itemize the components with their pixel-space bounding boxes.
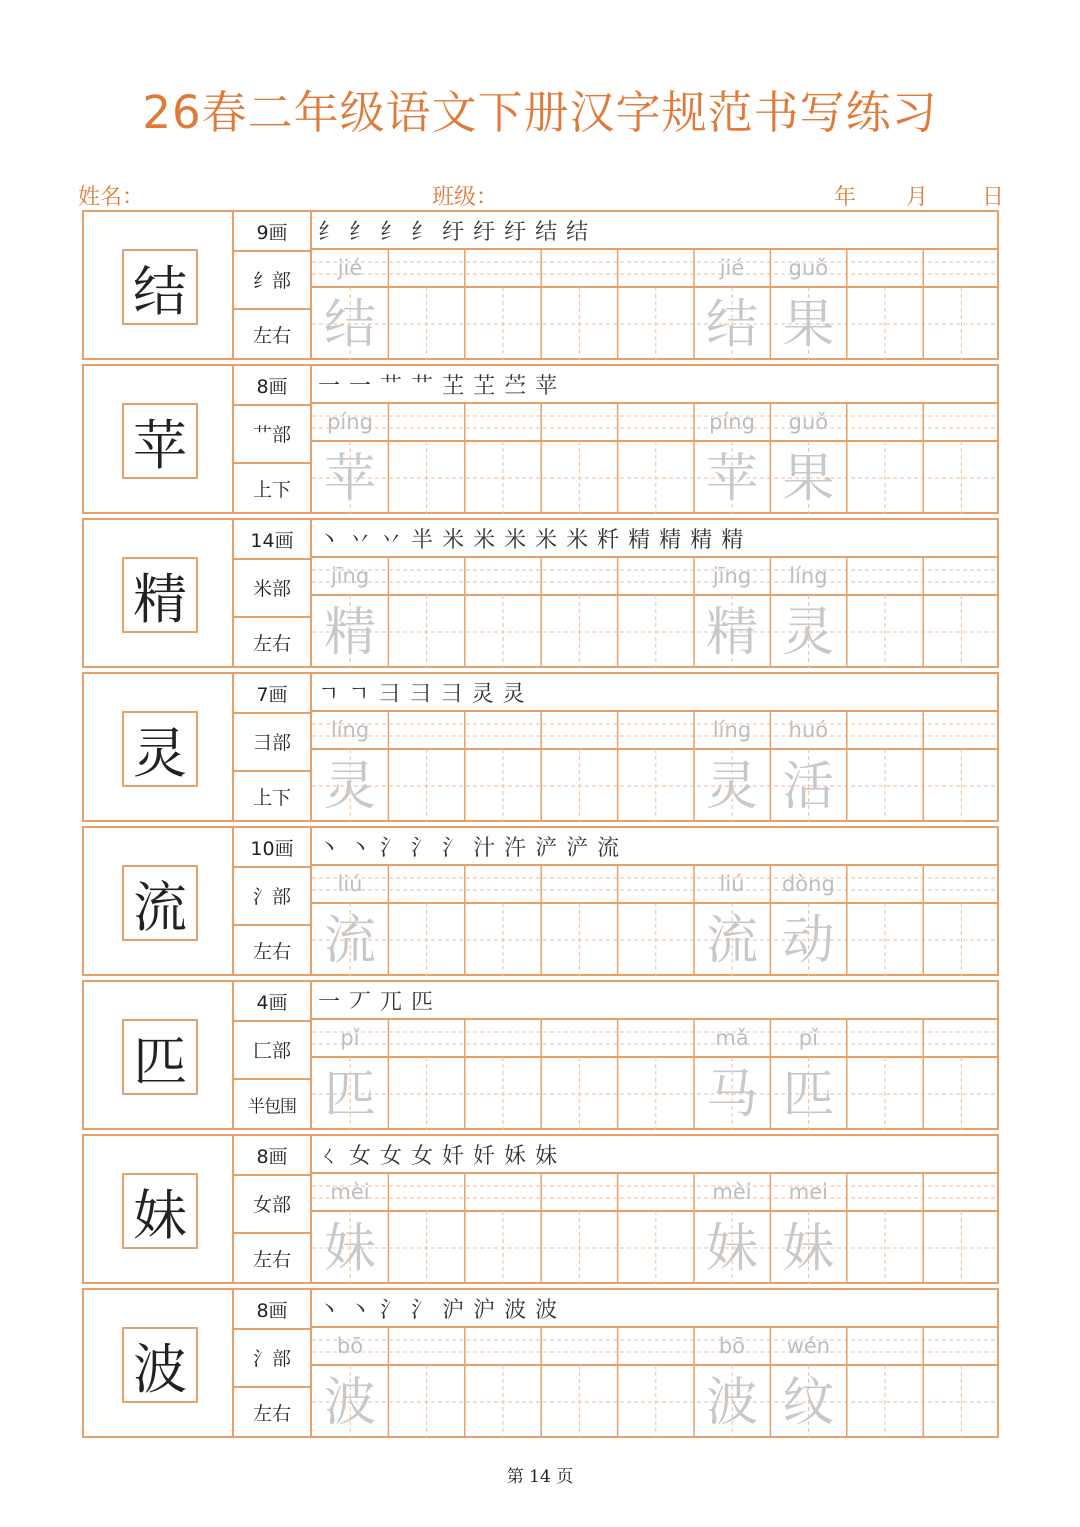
stroke-step: 一 — [349, 373, 372, 399]
stroke-step: 女 — [349, 1143, 372, 1169]
stroke-step: 丷 — [380, 527, 403, 553]
word-trace-character: 动 — [782, 911, 835, 971]
stroke-step: 波 — [504, 1297, 527, 1323]
grid-lines — [312, 248, 998, 360]
radical-label: 艹部 — [252, 423, 291, 446]
stroke-step: 纡 — [442, 219, 465, 245]
word-trace-character: 波 — [705, 1373, 758, 1433]
model-character-cell — [82, 826, 234, 976]
trace-pinyin: líng — [330, 718, 370, 742]
stroke-step: 米 — [566, 527, 589, 553]
character-info — [234, 210, 312, 360]
character-block — [82, 210, 999, 360]
stroke-step: 艹 — [411, 373, 434, 399]
stroke-step: ㄱ — [318, 681, 340, 707]
word-pinyin: bō — [718, 1334, 746, 1358]
character-block — [82, 518, 999, 668]
stroke-step: 纡 — [504, 219, 527, 245]
character-info — [234, 518, 312, 668]
radical-label: 纟部 — [252, 269, 291, 292]
radical-label: 氵部 — [252, 885, 291, 908]
model-character: 结 — [122, 249, 198, 325]
stroke-step: 丶 — [318, 527, 341, 553]
stroke-step: 米 — [473, 527, 496, 553]
character-block — [82, 980, 999, 1130]
word-pinyin: guǒ — [788, 410, 829, 434]
model-character-cell — [82, 364, 234, 514]
stroke-step: 氵 — [380, 1297, 403, 1323]
word-trace-character: 匹 — [782, 1065, 835, 1125]
stroke-step: 米 — [535, 527, 558, 553]
word-trace-character: 灵 — [782, 603, 835, 663]
structure-label: 上下 — [252, 478, 291, 501]
word-trace-character: 灵 — [705, 757, 758, 817]
character-info — [234, 1134, 312, 1284]
stroke-step: 兀 — [380, 989, 403, 1015]
stroke-count-cell — [234, 212, 310, 252]
stroke-step: 浐 — [535, 835, 558, 861]
stroke-step: 女 — [380, 1143, 403, 1169]
word-pinyin: liú — [719, 872, 745, 896]
model-character-cell — [82, 980, 234, 1130]
character-info — [234, 672, 312, 822]
writing-grid — [312, 1288, 999, 1438]
stroke-step: 灵 — [502, 681, 525, 707]
stroke-step: 氵 — [411, 835, 434, 861]
model-character-cell — [82, 1288, 234, 1438]
stroke-step: 芏 — [473, 373, 496, 399]
grid-lines — [312, 402, 998, 514]
stroke-step: 奷 — [442, 1143, 465, 1169]
stroke-step: 丆 — [349, 989, 372, 1015]
radical-cell — [234, 404, 310, 464]
stroke-order — [318, 366, 566, 402]
grid-lines — [312, 556, 998, 668]
stroke-step: 灵 — [471, 681, 494, 707]
stroke-count-cell — [234, 366, 310, 406]
stroke-step: 彐 — [378, 681, 401, 707]
trace-pinyin: liú — [337, 872, 363, 896]
radical-label: 米部 — [252, 577, 291, 600]
trace-character: 妹 — [323, 1219, 376, 1279]
stroke-order — [318, 520, 752, 556]
word-pinyin: líng — [712, 718, 752, 742]
word-pinyin: mèi — [712, 1180, 752, 1204]
stroke-step: 沪 — [473, 1297, 496, 1323]
trace-pinyin: jié — [337, 256, 363, 280]
radical-cell — [234, 866, 310, 926]
model-character: 妹 — [122, 1173, 198, 1249]
radical-cell — [234, 1174, 310, 1234]
stroke-count-label: 7画 — [256, 683, 288, 706]
model-character: 匹 — [122, 1019, 198, 1095]
stroke-step: 汁 — [473, 835, 496, 861]
structure-cell — [234, 1078, 310, 1130]
character-info — [234, 980, 312, 1130]
stroke-step: 浐 — [566, 835, 589, 861]
trace-pinyin: bō — [336, 1334, 364, 1358]
trace-pinyin: mèi — [330, 1180, 370, 1204]
month-label: 月 — [906, 185, 929, 210]
trace-character: 波 — [323, 1373, 376, 1433]
stroke-order — [318, 1290, 566, 1326]
class-label: 班级： — [432, 185, 499, 210]
stroke-step: 彐 — [409, 681, 432, 707]
word-pinyin: huó — [788, 718, 829, 742]
word-trace-character: 果 — [782, 295, 835, 355]
radical-label: 彐部 — [252, 731, 291, 754]
stroke-step: 一 — [318, 989, 341, 1015]
stroke-count-label: 4画 — [256, 991, 288, 1014]
stroke-count-cell — [234, 982, 310, 1022]
model-character-cell — [82, 672, 234, 822]
grid-lines — [312, 710, 998, 822]
stroke-step: 芏 — [442, 373, 465, 399]
word-trace-character: 纹 — [782, 1373, 835, 1433]
model-character-cell — [82, 518, 234, 668]
stroke-step: 丶 — [349, 1297, 372, 1323]
word-pinyin: guǒ — [788, 256, 829, 280]
stroke-step: 沪 — [442, 1297, 465, 1323]
stroke-step: 结 — [566, 219, 589, 245]
page-number: 第 14 页 — [506, 1467, 574, 1487]
trace-character: 结 — [323, 295, 376, 355]
writing-grid — [312, 672, 999, 822]
stroke-step: 精 — [690, 527, 713, 553]
stroke-step: 丶 — [318, 1297, 341, 1323]
stroke-count-label: 9画 — [256, 221, 288, 244]
stroke-step: 苎 — [504, 373, 527, 399]
stroke-step: 姀 — [504, 1143, 527, 1169]
stroke-step: 纟 — [380, 219, 403, 245]
model-character: 精 — [122, 557, 198, 633]
stroke-step: 丶 — [318, 835, 341, 861]
stroke-step: ㄱ — [348, 681, 370, 707]
model-character: 波 — [122, 1327, 198, 1403]
character-info — [234, 364, 312, 514]
stroke-step: 米 — [504, 527, 527, 553]
stroke-order — [318, 982, 442, 1018]
word-pinyin: mei — [788, 1180, 828, 1204]
trace-character: 流 — [323, 911, 376, 971]
stroke-step: 奷 — [473, 1143, 496, 1169]
stroke-order — [318, 674, 534, 710]
radical-cell — [234, 712, 310, 772]
word-trace-character: 活 — [782, 757, 835, 817]
trace-pinyin: jīng — [330, 564, 370, 588]
structure-label: 左右 — [252, 324, 291, 347]
radical-cell — [234, 1328, 310, 1388]
structure-cell — [234, 308, 310, 360]
stroke-step: 纟 — [318, 219, 341, 245]
word-trace-character: 马 — [705, 1065, 758, 1125]
stroke-step: 丷 — [349, 527, 372, 553]
word-pinyin: píng — [709, 410, 755, 434]
writing-grid — [312, 980, 999, 1130]
stroke-step: 苹 — [535, 373, 558, 399]
stroke-step: 波 — [535, 1297, 558, 1323]
stroke-step: 纟 — [411, 219, 434, 245]
structure-cell — [234, 1386, 310, 1438]
day-label: 日 — [982, 185, 1005, 210]
stroke-count-cell — [234, 520, 310, 560]
stroke-count-label: 8画 — [256, 1145, 288, 1168]
stroke-order — [318, 1136, 566, 1172]
stroke-count-cell — [234, 674, 310, 714]
word-trace-character: 流 — [705, 911, 758, 971]
character-info — [234, 1288, 312, 1438]
grid-lines — [312, 1172, 998, 1284]
structure-label: 左右 — [252, 1402, 291, 1425]
radical-label: 氵部 — [252, 1347, 291, 1370]
radical-cell — [234, 1020, 310, 1080]
trace-pinyin: píng — [327, 410, 373, 434]
word-trace-character: 苹 — [705, 449, 758, 509]
stroke-count-label: 10画 — [250, 837, 294, 860]
model-character: 流 — [122, 865, 198, 941]
structure-cell — [234, 1232, 310, 1284]
stroke-step: 结 — [535, 219, 558, 245]
word-pinyin: jīng — [712, 564, 752, 588]
stroke-order — [318, 828, 628, 864]
stroke-step: 丶 — [349, 835, 372, 861]
writing-grid — [312, 826, 999, 976]
trace-character: 精 — [323, 603, 376, 663]
word-pinyin: dòng — [781, 872, 835, 896]
trace-character: 灵 — [323, 757, 376, 817]
structure-cell — [234, 616, 310, 668]
stroke-order — [318, 212, 597, 248]
stroke-count-label: 14画 — [250, 529, 294, 552]
page-title: 26春二年级语文下册汉字规范书写练习 — [142, 86, 938, 139]
character-block — [82, 1288, 999, 1438]
character-block — [82, 364, 999, 514]
stroke-count-label: 8画 — [256, 1299, 288, 1322]
structure-label: 左右 — [252, 940, 291, 963]
year-label: 年 — [834, 185, 857, 210]
stroke-step: 半 — [411, 527, 434, 553]
stroke-step: 精 — [628, 527, 651, 553]
structure-label: 左右 — [252, 1248, 291, 1271]
word-trace-character: 果 — [782, 449, 835, 509]
stroke-step: 纟 — [349, 219, 372, 245]
structure-label: 左右 — [252, 632, 291, 655]
model-character: 灵 — [122, 711, 198, 787]
stroke-count-label: 8画 — [256, 375, 288, 398]
stroke-step: 一 — [318, 373, 341, 399]
character-info — [234, 826, 312, 976]
character-block — [82, 672, 999, 822]
word-trace-character: 结 — [705, 295, 758, 355]
stroke-step: 妹 — [535, 1143, 558, 1169]
stroke-count-cell — [234, 1290, 310, 1330]
model-character-cell — [82, 1134, 234, 1284]
stroke-step: 氵 — [380, 835, 403, 861]
writing-grid — [312, 518, 999, 668]
radical-label: 女部 — [252, 1193, 291, 1216]
writing-grid — [312, 1134, 999, 1284]
trace-character: 苹 — [323, 449, 376, 509]
trace-pinyin: pǐ — [340, 1026, 360, 1050]
stroke-step: 艹 — [380, 373, 403, 399]
stroke-step: 精 — [659, 527, 682, 553]
character-block — [82, 826, 999, 976]
stroke-step: 氵 — [411, 1297, 434, 1323]
grid-lines — [312, 1018, 998, 1130]
stroke-step: 彐 — [440, 681, 463, 707]
stroke-step: 匹 — [411, 989, 434, 1015]
word-pinyin: mǎ — [715, 1026, 749, 1050]
stroke-count-cell — [234, 1136, 310, 1176]
stroke-step: 精 — [721, 527, 744, 553]
structure-cell — [234, 924, 310, 976]
radical-cell — [234, 250, 310, 310]
name-label: 姓名： — [78, 185, 145, 210]
stroke-step: 流 — [597, 835, 620, 861]
writing-grid — [312, 210, 999, 360]
writing-grid — [312, 364, 999, 514]
word-pinyin: jié — [719, 256, 745, 280]
stroke-count-cell — [234, 828, 310, 868]
stroke-step: 米 — [442, 527, 465, 553]
stroke-step: 纡 — [473, 219, 496, 245]
model-character-cell — [82, 210, 234, 360]
stroke-step: ㄑ — [318, 1143, 341, 1169]
word-pinyin: wén — [786, 1334, 831, 1358]
model-character: 苹 — [122, 403, 198, 479]
structure-label: 半包围 — [248, 1096, 296, 1117]
radical-cell — [234, 558, 310, 618]
structure-cell — [234, 462, 310, 514]
character-block — [82, 1134, 999, 1284]
structure-label: 上下 — [252, 786, 291, 809]
stroke-step: 氵 — [442, 835, 465, 861]
stroke-step: 女 — [411, 1143, 434, 1169]
radical-label: 匚部 — [252, 1039, 291, 1062]
word-pinyin: líng — [789, 564, 828, 588]
word-trace-character: 妹 — [782, 1219, 835, 1279]
trace-character: 匹 — [323, 1065, 376, 1125]
structure-cell — [234, 770, 310, 822]
word-trace-character: 妹 — [705, 1219, 758, 1279]
grid-lines — [312, 1326, 998, 1438]
word-pinyin: pǐ — [798, 1026, 818, 1050]
grid-lines — [312, 864, 998, 976]
stroke-step: 汻 — [504, 835, 527, 861]
word-trace-character: 精 — [705, 603, 758, 663]
stroke-step: 粁 — [597, 527, 620, 553]
